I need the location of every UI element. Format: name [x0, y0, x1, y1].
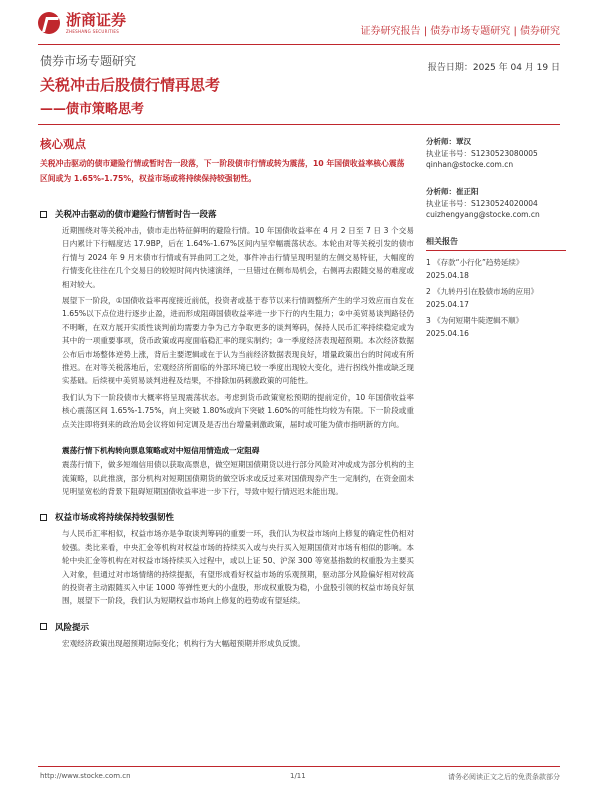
- section-heading-text: 权益市场或将持续保持较强韧性: [55, 513, 175, 524]
- logo-text: 浙商证券: [66, 11, 127, 29]
- body-paragraph: 宏观经济政策出现超预期边际变化；机构行为大幅超预期并形成负反馈。: [62, 638, 305, 648]
- core-view-heading: 核心观点: [40, 137, 86, 151]
- square-bullet-icon: [40, 623, 47, 630]
- body-paragraph: 展望下一阶段，①国债收益率再度接近前低，投资者或基于春节以来行情调整所产生的学习效应而自发在 1.65%以下点位进行逐步止盈，进而形成阻碍国债收益率进一步下行的内生阻力；②中美贸易谈判路径仍不明晰，在双方展开实质性谈判前均需要力争为己方争取更多的谈判筹码，保持人民币汇率持续稳定或为其中的一项重要事项，货币政策或再度面临稳汇率的现实制约；③一季度经济表现超预期。本次经济数据公布后市场整体逆势上涨，背后主要逻辑或在于认为当前经济数据表现良好，增量政策出台的时间或有所推迟。在对等关税落地后，宏观经济所面临的外部环境已较一季度出现较大变化，进行拐线外推或缺乏现实基础。后续视中美贸易谈判进程及结果，不排除加码刺激政策的可能性。: [62, 296, 414, 386]
- analyst-card: [426, 186, 566, 220]
- sidebar: [426, 136, 566, 343]
- section-heading-text: 关税冲击驱动的债市避险行情暂时告一段落: [55, 210, 217, 220]
- report-category-tags: 证券研究报告 | 债券市场专题研究 | 债券研究: [360, 26, 560, 37]
- section-heading-text: 风险提示: [55, 622, 90, 633]
- section-heading: [40, 208, 414, 220]
- body-paragraph: 近期围绕对等关税冲击，债市走出特征鲜明的避险行情。10 年国债收益率在 4 月 2 日至 7 日 3 个交易日内累计下行幅度达 17.9BP，后在 1.64%-1.67%区间内呈窄幅震荡状态。本轮由对等关税引发的债市行情与 2024 年 9 月末债市行情或有异曲同工之处，事件冲击行情呈现明显的左侧交易特征，大幅度的行情变化往往在几个交易日的较短时间内快速演绎，一旦错过在侧布局机会，右侧再去跟随交易的难度或相对较大。: [62, 226, 414, 289]
- related-report-link[interactable]: 1 《存款“小行化”趋势延续》: [426, 258, 524, 267]
- body-paragraph: 我们认为下一阶段债市大概率将呈现震荡状态。考虑到货币政策宽松预期的提前定价，10 年国债收益率核心震荡区间 1.65%-1.75%，向上突破 1.80%或向下突破 1.60%的可能性均较为有限。下一阶段或重点关注即将到来的政治局会议将如何定调及是否出台增量刺激政策，届时或可能为债市指明新的方向。: [62, 392, 414, 429]
- logo-mark-icon: [38, 12, 60, 34]
- related-reports-heading: 相关报告: [426, 236, 566, 251]
- title-divider: [38, 124, 560, 125]
- body-paragraph: 与人民币汇率相似，权益市场亦是争取谈判筹码的重要一环，我们认为权益市场向上修复的确定性仍相对较强。类比来看，中央汇金等机构对权益市场的持续买入或与央行买入短期国债对市场有相似的影响。本轮中央汇金等机构在对权益市场持续买入过程中，或以上证 50、沪深 300 等宽基指数的权重股为主要买入对象，但通过对市场情绪的持续提振，有望形成看好权益市场的乐观预期，驱动部分风险偏好相对较高的投资者主动跟随买入中证 1000 等弹性更大的小盘股，形成权重股为稳，小盘股引领的权益市场良好氛围，展望下一阶段，我们认为短期权益市场向上修复的趋势或有望延续。: [62, 529, 414, 606]
- section-heading: [40, 621, 414, 633]
- analyst-name: 分析师：覃汉: [426, 137, 471, 146]
- report-series: 债券市场专题研究: [40, 54, 137, 68]
- report-date: 报告日期：2025 年 04 月 19 日: [427, 63, 560, 73]
- related-report-link[interactable]: 2 《九转丹引在股债市场的应用》 2025.04.17: [426, 287, 539, 309]
- body-paragraph: 震荡行情下，做多短端信用债以获取高票息，做空短期国债期货以进行部分风险对冲或成为部分机构的主流策略，以此推演，部分机构对短期国债期货的做空诉求或反过来对国债现券产生一定制约，在资金面未见明显宽松的背景下阻碍短期国债收益率进一步下行，导致中短行情迟迟未能出现。: [62, 460, 414, 496]
- square-bullet-icon: [40, 514, 47, 521]
- analyst-email[interactable]: cuizhengyang@stocke.com.cn: [426, 210, 540, 219]
- sub-heading: 震荡行情下机构转向票息策略或对中短信用情造成一定阻碍: [62, 446, 260, 456]
- report-title: 关税冲击后股债行情再思考: [40, 76, 221, 94]
- analyst-name: 分析师：崔正阳: [426, 187, 479, 196]
- footer-divider: [38, 766, 560, 767]
- footer-disclaimer: 请务必阅读正文之后的免责条款部分: [448, 773, 560, 781]
- analyst-cert: 执业证书号：S1230524020004: [426, 199, 538, 208]
- report-subtitle: ——债市策略思考: [40, 102, 145, 117]
- section-heading: [40, 511, 414, 523]
- company-logo: [38, 12, 126, 34]
- core-view-text: 关税冲击驱动的债市避险行情或暂时告一段落，下一阶段债市行情或转为震荡，10 年国债收益率核心震荡区间或为 1.65%-1.75%，权益市场或将持续保持较强韧性。: [40, 159, 405, 183]
- related-report-date: 2025.04.16: [426, 329, 469, 338]
- main-content: [40, 208, 414, 653]
- header-divider: [38, 44, 560, 45]
- logo-subtext: ZHESHANG SECURITIES: [66, 29, 120, 34]
- analyst-card: [426, 136, 566, 170]
- related-report-date: 2025.04.18: [426, 271, 469, 280]
- footer-site-link[interactable]: http://www.stocke.com.cn: [40, 772, 131, 780]
- related-report-link[interactable]: 3 《为何短期牛陡逻辑不顺》: [426, 316, 524, 325]
- analyst-cert: 执业证书号：S1230523080005: [426, 149, 538, 158]
- page-number: 1/11: [290, 772, 306, 780]
- square-bullet-icon: [40, 211, 47, 218]
- analyst-email[interactable]: qinhan@stocke.com.cn: [426, 160, 514, 169]
